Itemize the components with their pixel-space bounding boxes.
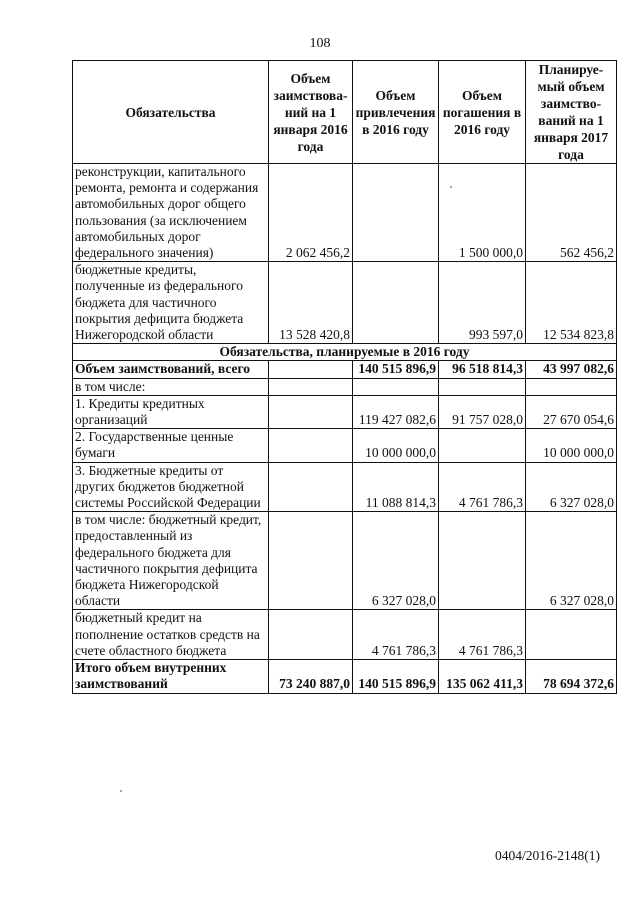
- row-value-jan-2016: [269, 378, 353, 395]
- section-title: Обязательства, планируемые в 2016 году: [73, 344, 617, 361]
- table-row: [73, 429, 617, 462]
- row-value-repayment: [439, 512, 526, 610]
- borrowing-table: [72, 60, 617, 694]
- row-value-jan-2017: 10 000 000,0: [526, 429, 617, 462]
- page-number: 108: [309, 36, 331, 51]
- row-name: 3. Бюджетные кредиты от других бюджетов бюджетной системы Российской Федерации: [73, 462, 269, 512]
- row-value-attraction: 6 327 028,0: [353, 512, 439, 610]
- row-value-jan-2017: 43 997 082,6: [526, 361, 617, 378]
- row-value-repayment: 4 761 786,3: [439, 462, 526, 512]
- row-value-jan-2017: 27 670 054,6: [526, 395, 617, 428]
- row-value-jan-2016: [269, 512, 353, 610]
- row-value-jan-2017: 6 327 028,0: [526, 462, 617, 512]
- row-value-attraction: 11 088 814,3: [353, 462, 439, 512]
- row-value-repayment: 135 062 411,3: [439, 660, 526, 693]
- header-attraction-2016: Объем привлечения в 2016 году: [353, 61, 439, 164]
- row-name: бюджетные кредиты, полученные из федерального бюджета для частичного покрытия дефицита бюджета Нижегородской области: [73, 262, 269, 344]
- table-row: [73, 164, 617, 262]
- row-value-jan-2017: 12 534 823,8: [526, 262, 617, 344]
- row-value-jan-2016: [269, 395, 353, 428]
- header-volume-jan-2016: Объем заимствова-ний на 1 января 2016 года: [269, 61, 353, 164]
- row-value-jan-2016: [269, 610, 353, 660]
- row-value-attraction: 4 761 786,3: [353, 610, 439, 660]
- row-value-jan-2017: [526, 610, 617, 660]
- row-name: в том числе:: [73, 378, 269, 395]
- row-value-attraction: 140 515 896,9: [353, 660, 439, 693]
- row-value-jan-2016: 73 240 887,0: [269, 660, 353, 693]
- row-value-jan-2017: [526, 378, 617, 395]
- row-value-repayment: 1 500 000,0: [439, 164, 526, 262]
- row-value-repayment: 993 597,0: [439, 262, 526, 344]
- table-row: [73, 361, 617, 378]
- table-row: [73, 378, 617, 395]
- table-header-row: [73, 61, 617, 164]
- row-value-jan-2017: 78 694 372,6: [526, 660, 617, 693]
- row-name: 1. Кредиты кредитных организаций: [73, 395, 269, 428]
- row-value-attraction: [353, 164, 439, 262]
- row-name: Итого объем внутренних заимствований: [73, 660, 269, 693]
- row-value-attraction: 140 515 896,9: [353, 361, 439, 378]
- table-row: [73, 462, 617, 512]
- row-value-repayment: [439, 378, 526, 395]
- row-value-jan-2016: [269, 462, 353, 512]
- header-obligations: Обязательства: [73, 61, 269, 164]
- row-name: 2. Государственные ценные бумаги: [73, 429, 269, 462]
- row-name: реконструкции, капитального ремонта, ремонта и содержания автомобильных дорог общего пользования (за исключением автомобильных дорог федерального значения): [73, 164, 269, 262]
- scan-speck: [120, 790, 122, 792]
- row-value-jan-2017: 562 456,2: [526, 164, 617, 262]
- row-value-jan-2016: 13 528 420,8: [269, 262, 353, 344]
- row-value-attraction: 119 427 082,6: [353, 395, 439, 428]
- table-row: [73, 395, 617, 428]
- row-value-repayment: [439, 429, 526, 462]
- header-planned-jan-2017: Планируе-мый объем заимство-ваний на 1 января 2017 года: [526, 61, 617, 164]
- row-value-attraction: 10 000 000,0: [353, 429, 439, 462]
- row-value-repayment: 4 761 786,3: [439, 610, 526, 660]
- table-row: [73, 512, 617, 610]
- row-value-attraction: [353, 378, 439, 395]
- row-name: в том числе: бюджетный кредит, предоставленный из федерального бюджета для частичного покрытия дефицита бюджета Нижегородской области: [73, 512, 269, 610]
- row-value-attraction: [353, 262, 439, 344]
- row-name: бюджетный кредит на пополнение остатков средств на счете областного бюджета: [73, 610, 269, 660]
- row-value-repayment: 91 757 028,0: [439, 395, 526, 428]
- table-row: [73, 262, 617, 344]
- header-repayment-2016: Объем погашения в 2016 году: [439, 61, 526, 164]
- row-value-jan-2016: 2 062 456,2: [269, 164, 353, 262]
- document-code: 0404/2016-2148(1): [495, 848, 600, 863]
- row-value-jan-2016: [269, 361, 353, 378]
- table-total-row: [73, 660, 617, 693]
- row-name: Объем заимствований, всего: [73, 361, 269, 378]
- row-value-jan-2017: 6 327 028,0: [526, 512, 617, 610]
- table-row: [73, 610, 617, 660]
- row-value-jan-2016: [269, 429, 353, 462]
- scan-speck: [450, 186, 452, 188]
- row-value-repayment: 96 518 814,3: [439, 361, 526, 378]
- section-row: [73, 344, 617, 361]
